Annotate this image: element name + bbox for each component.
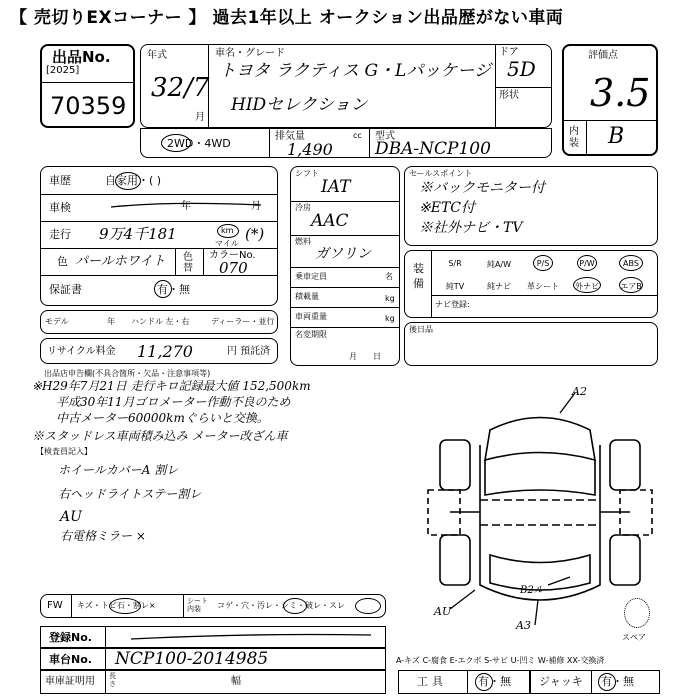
equip-abs: ABS <box>623 259 639 268</box>
inspector-line-3: AU <box>60 509 82 525</box>
notes-header: 出品店申告欄(不具合箇所・欠品・注意事項等) <box>44 369 211 378</box>
color-code-value: 070 <box>219 259 248 277</box>
lot-divider <box>42 82 133 83</box>
recycle-suffix: 円 預託済 <box>227 346 271 357</box>
inspection-label: 車検 <box>49 201 71 214</box>
jack-options: 有・無 <box>601 675 634 688</box>
seat-items: コゲ・穴・汚レ・シミ・破レ・スレ <box>217 601 345 610</box>
sales-point-2: ※ETC付 <box>419 200 475 216</box>
equip-ps: P/S <box>536 259 550 268</box>
fw-label: FW <box>47 600 63 611</box>
equip-pw: P/W <box>579 259 595 268</box>
weight-label: 車両重量 <box>295 312 327 321</box>
chassis-value: NCP100-2014985 <box>115 649 269 669</box>
notes-line-1: ※H29年7月21日 走行キロ記録最大値 152,500km <box>32 379 311 393</box>
sales-points-box <box>404 166 658 246</box>
load-label: 積載量 <box>295 292 319 301</box>
equip-leather: 革シート <box>527 282 559 291</box>
equipment-label: 装備 <box>413 262 424 291</box>
inspection-strike <box>111 197 271 217</box>
capacity-unit: 名 <box>385 272 393 281</box>
sales-point-3: ※社外ナビ・TV <box>419 220 523 236</box>
aircon-label: 冷房 <box>295 203 311 212</box>
equip-ext-navi: 外ナビ <box>575 282 599 291</box>
navi-register-label: ナビ登録: <box>435 300 470 309</box>
cert-label: 車庫証明用 <box>45 676 95 687</box>
interior-label: 内装 <box>569 126 579 149</box>
recycle-value: 11,270 <box>137 342 193 361</box>
interior-value: B <box>608 124 625 149</box>
displacement-label: 排気量 <box>275 131 305 142</box>
equip-navi: 純ナビ <box>487 282 511 291</box>
jack-box <box>530 670 660 694</box>
inspection-year: 年 <box>181 201 191 212</box>
inspector-line-4: 右電格ミラー × <box>60 529 146 543</box>
mileage-mile: マイル <box>215 239 239 248</box>
keys-row-box <box>40 310 278 334</box>
tools-label: 工具 <box>417 675 447 688</box>
garage-cert-box <box>40 670 386 694</box>
fuel-value: ガソリン <box>315 246 371 262</box>
notes-line-3: 中古メーター60000kmぐらいと交換。 <box>56 411 269 425</box>
name-change-unit: 月日 <box>349 352 397 361</box>
fuel-label: 燃料 <box>295 237 311 246</box>
seat-label: シート内装 <box>187 597 208 614</box>
dealer-options: ディーラー・並行 <box>211 317 275 326</box>
stain-circle <box>283 598 307 614</box>
score-value: 3.5 <box>590 71 651 115</box>
car-name-label: 車名・グレード <box>215 48 285 59</box>
history-label: 車歴 <box>49 174 71 187</box>
equip-tv: 純TV <box>445 282 465 291</box>
history-options: 自家用・( ) <box>105 174 162 187</box>
door-label: ドア <box>499 47 519 58</box>
spec-row-box <box>140 128 552 158</box>
color-change-label: 色替 <box>183 252 193 274</box>
sales-points-label: セールスポイント <box>409 169 473 178</box>
middle-spec-box <box>290 166 400 366</box>
diagram-label-au: AU <box>434 605 452 618</box>
registration-strike <box>131 629 381 645</box>
chassis-box <box>40 648 386 670</box>
handle-options: ハンドル 左・右 <box>131 317 190 326</box>
inspection-month: 月 <box>251 201 261 212</box>
equip-aw: 純A/W <box>486 260 512 269</box>
year-month-suffix: 月 <box>195 112 205 123</box>
shift-label: シフト <box>295 169 319 178</box>
lot-number-box <box>40 44 135 128</box>
inspector-header: 【検査員記入】 <box>36 447 92 456</box>
model-year-unit: 年 <box>107 317 115 326</box>
cert-length: 長さ <box>109 672 116 688</box>
later-install-label: 後日品 <box>409 325 433 334</box>
recycle-label: リサイクル料金 <box>47 346 116 357</box>
model-type-label: 型式 <box>375 131 395 142</box>
sales-point-1: ※バックモニター付 <box>419 180 545 196</box>
recycle-box <box>40 338 278 364</box>
inspector-line-1: ホイールカバーA 割レ <box>58 463 179 477</box>
scuff-circle <box>355 598 381 614</box>
warranty-options: 有・無 <box>157 283 190 296</box>
vehicle-header-box <box>140 44 552 128</box>
mileage-km: km <box>221 226 234 235</box>
damage-legend: A-キズ C-腐食 E-エクボ S-サビ U-凹ミ W-補修 XX-交換済 <box>396 656 605 665</box>
notes-line-4: ※スタッドレス車両積み込み メーター改ざん車 <box>32 429 288 443</box>
notes-section <box>30 370 450 600</box>
tools-box <box>398 670 530 694</box>
car-name-line2: HIDセレクション <box>231 95 368 115</box>
door-value: 5D <box>507 57 536 81</box>
score-label: 評価点 <box>588 50 618 61</box>
equipment-box <box>404 250 658 318</box>
car-name-line1: トヨタ ラクティス G・Lパッケージ <box>219 61 491 81</box>
mileage-asterisk: (*) <box>245 225 265 243</box>
mileage-label: 走行 <box>49 228 71 241</box>
warranty-label: 保証書 <box>49 283 82 296</box>
registration-box <box>40 626 386 648</box>
capacity-label: 乗車定員 <box>295 272 327 281</box>
displacement-unit: cc <box>353 131 362 140</box>
cert-width: 幅 <box>231 676 241 687</box>
aircon-value: AAC <box>311 211 349 231</box>
load-unit: kg <box>385 294 395 303</box>
spare-tire-icon <box>624 598 650 628</box>
inspector-line-2: 右ヘッドライトステー割レ <box>58 487 202 501</box>
weight-unit: kg <box>385 314 395 323</box>
registration-label: 登録No. <box>49 631 92 644</box>
model-type-value: DBA-NCP100 <box>375 139 491 159</box>
page-header: 【 売切りEXコーナー 】 過去1年以上 オークション出品歴がない車両 <box>10 8 564 28</box>
notes-line-2: 平成30年11月ゴロメーター作動不良のため <box>56 395 291 409</box>
tools-options: 有・無 <box>478 675 511 688</box>
lot-number: 70359 <box>50 92 127 120</box>
score-box <box>562 44 658 156</box>
diagram-label-a2: A2 <box>572 385 587 398</box>
car-damage-diagram <box>420 385 660 630</box>
displacement-value: 1,490 <box>287 140 333 159</box>
jack-label: ジャッキ <box>539 675 583 688</box>
lot-tag: [2025] <box>46 65 80 76</box>
shape-label: 形状 <box>499 90 519 101</box>
year-value: 32/7 <box>151 73 210 103</box>
mileage-value: 9万4千181 <box>99 225 177 243</box>
equip-airbag: エアB <box>620 282 642 291</box>
left-spec-box <box>40 166 278 306</box>
color-code-label: カラーNo. <box>209 250 256 261</box>
diagram-label-a3: A3 <box>516 619 531 630</box>
equip-sr: S/R <box>448 259 462 268</box>
diagram-label-b2: B2ル <box>520 585 544 596</box>
car-body-outline <box>428 418 652 601</box>
drive-options: 2WD・4WD <box>167 137 231 150</box>
name-change-label: 名変期限 <box>295 330 327 339</box>
color-value: パールホワイト <box>75 254 166 269</box>
spare-label: スペア <box>622 633 646 642</box>
later-install-box <box>404 322 658 366</box>
year-label: 年式 <box>147 50 167 61</box>
fw-row-box <box>40 594 386 618</box>
color-label: 色 <box>57 255 68 268</box>
shift-value: IAT <box>321 177 351 197</box>
lot-label: 出品No. <box>52 48 111 66</box>
model-label: モデル <box>45 317 69 326</box>
fw-items: キズ・トビ石・割レ× <box>77 601 156 610</box>
chassis-label: 車台No. <box>49 653 92 666</box>
